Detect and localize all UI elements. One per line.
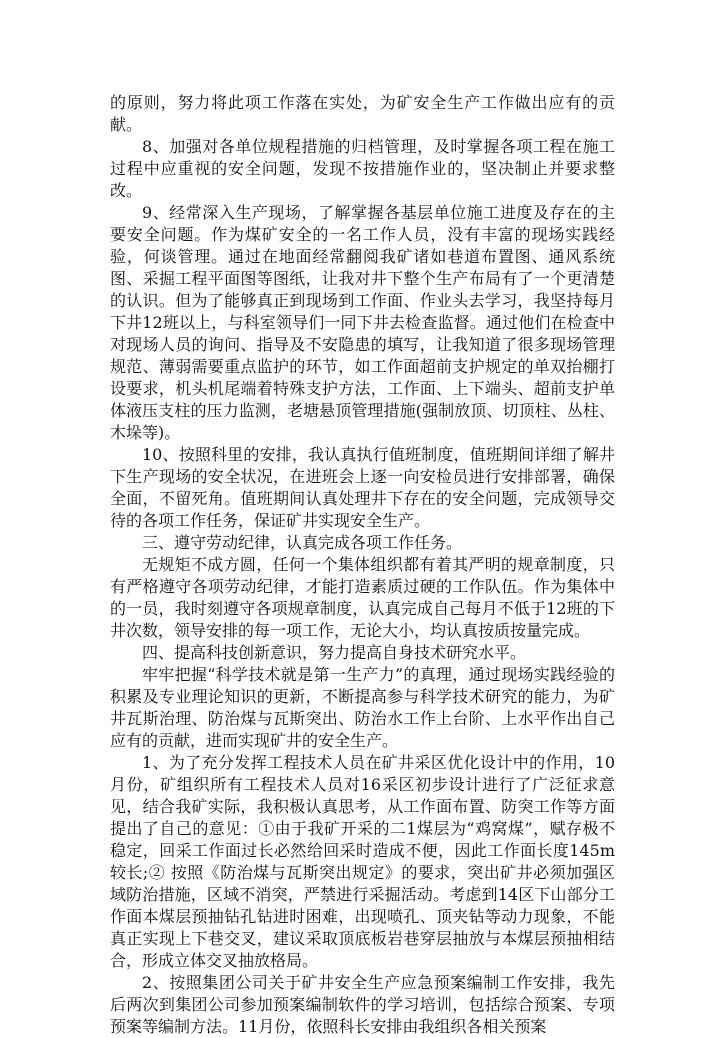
- section-heading-3: 三、遵守劳动纪律，认真完成各项工作任务。: [142, 533, 463, 552]
- document-body: [110, 92, 615, 1038]
- paragraph-continuation: 的原则，努力将此项工作落在实处，为矿安全生产工作做出应有的贡献。: [110, 93, 615, 134]
- paragraph-item-10: 10、按照科里的安排，我认真执行值班制度，值班期间详细了解井下生产现场的安全状况，在进班会上逐一向安检员进行安排部署，确保全面，不留死角。值班期间认真处理井下存在的安全问题，完成领导交待的各项工作任务，保证矿井实现安全生产。: [110, 445, 615, 530]
- section-heading-4: 四、提高科技创新意识，努力提高自身技术研究水平。: [142, 643, 527, 662]
- paragraph-item-9: 9、经常深入生产现场，了解掌握各基层单位施工进度及存在的主要安全问题。作为煤矿安全的一名工作人员，没有丰富的现场实践经验，何谈管理。通过在地面经常翻阅我矿诸如巷道布置图、通风系统图、采掘工程平面图等图纸，让我对井下整个生产布局有了一个更清楚的认识。但为了能够真正到现场到工作面、作业头去学习，我坚持每月下井12班以上，与科室领导们一同下井去检查监督。通过他们在检查中对现场人员的询问、指导及不安隐患的填写，让我知道了很多现场管理规范、薄弱需要重点监护的环节，如工作面超前支护规定的单双抬棚打设要求，机头机尾端着特殊支护方法，工作面、上下端头、超前支护单体液压支柱的压力监测，老塘悬顶管理措施(强制放顶、切顶柱、丛柱、木垛等)。: [110, 203, 615, 442]
- paragraph-point-2: 2、按照集团公司关于矿井安全生产应急预案编制工作安排，我先后两次到集团公司参加预案编制软件的学习培训，包括综合预案、专项预案等编制方法。11月份，依照科长安排由我组织各相关预案: [110, 973, 615, 1036]
- paragraph-item-8: 8、加强对各单位规程措施的归档管理，及时掌握各项工程在施工过程中应重视的安全问题，发现不按措施作业的，坚决制止并要求整改。: [110, 137, 615, 200]
- paragraph-science: 牢牢把握“科学技术就是第一生产力”的真理，通过现场实践经验的积累及专业理论知识的更新，不断提高参与科学技术研究的能力，为矿井瓦斯治理、防治煤与瓦斯突出、防治水工作上台阶、上水平作出自己应有的贡献，进而实现矿井的安全生产。: [110, 665, 615, 750]
- paragraph-discipline: 无规矩不成方圆，任何一个集体组织都有着其严明的规章制度，只有严格遵守各项劳动纪律，才能打造素质过硬的工作队伍。作为集体中的一员，我时刻遵守各项规章制度，认真完成自己每月不低于12班的下井次数，领导安排的每一项工作，无论大小，均认真按质按量完成。: [110, 555, 615, 640]
- paragraph-point-1: 1、为了充分发挥工程技术人员在矿井采区优化设计中的作用，10月份，矿组织所有工程技术人员对16采区初步设计进行了广泛征求意见，结合我矿实际，我积极认真思考，从工作面布置、防突工作等方面提出了自己的意见：①由于我矿开采的二1煤层为“鸡窝煤”，赋存极不稳定，回采工作面过长必然给回采时造成不便，因此工作面长度145m较长;② 按照《防治煤与瓦斯突出规定》的要求，突出矿井必须加强区域防治措施，区域不消突，严禁进行采掘活动。考虑到14区下山部分工作面本煤层预抽钻孔钻进时困难，出现喷孔、顶夹钻等动力现象，不能真正实现上下巷交叉，建议采取顶底板岩巷穿层抽放与本煤层预抽相结合，形成立体交叉抽放格局。: [110, 753, 615, 970]
